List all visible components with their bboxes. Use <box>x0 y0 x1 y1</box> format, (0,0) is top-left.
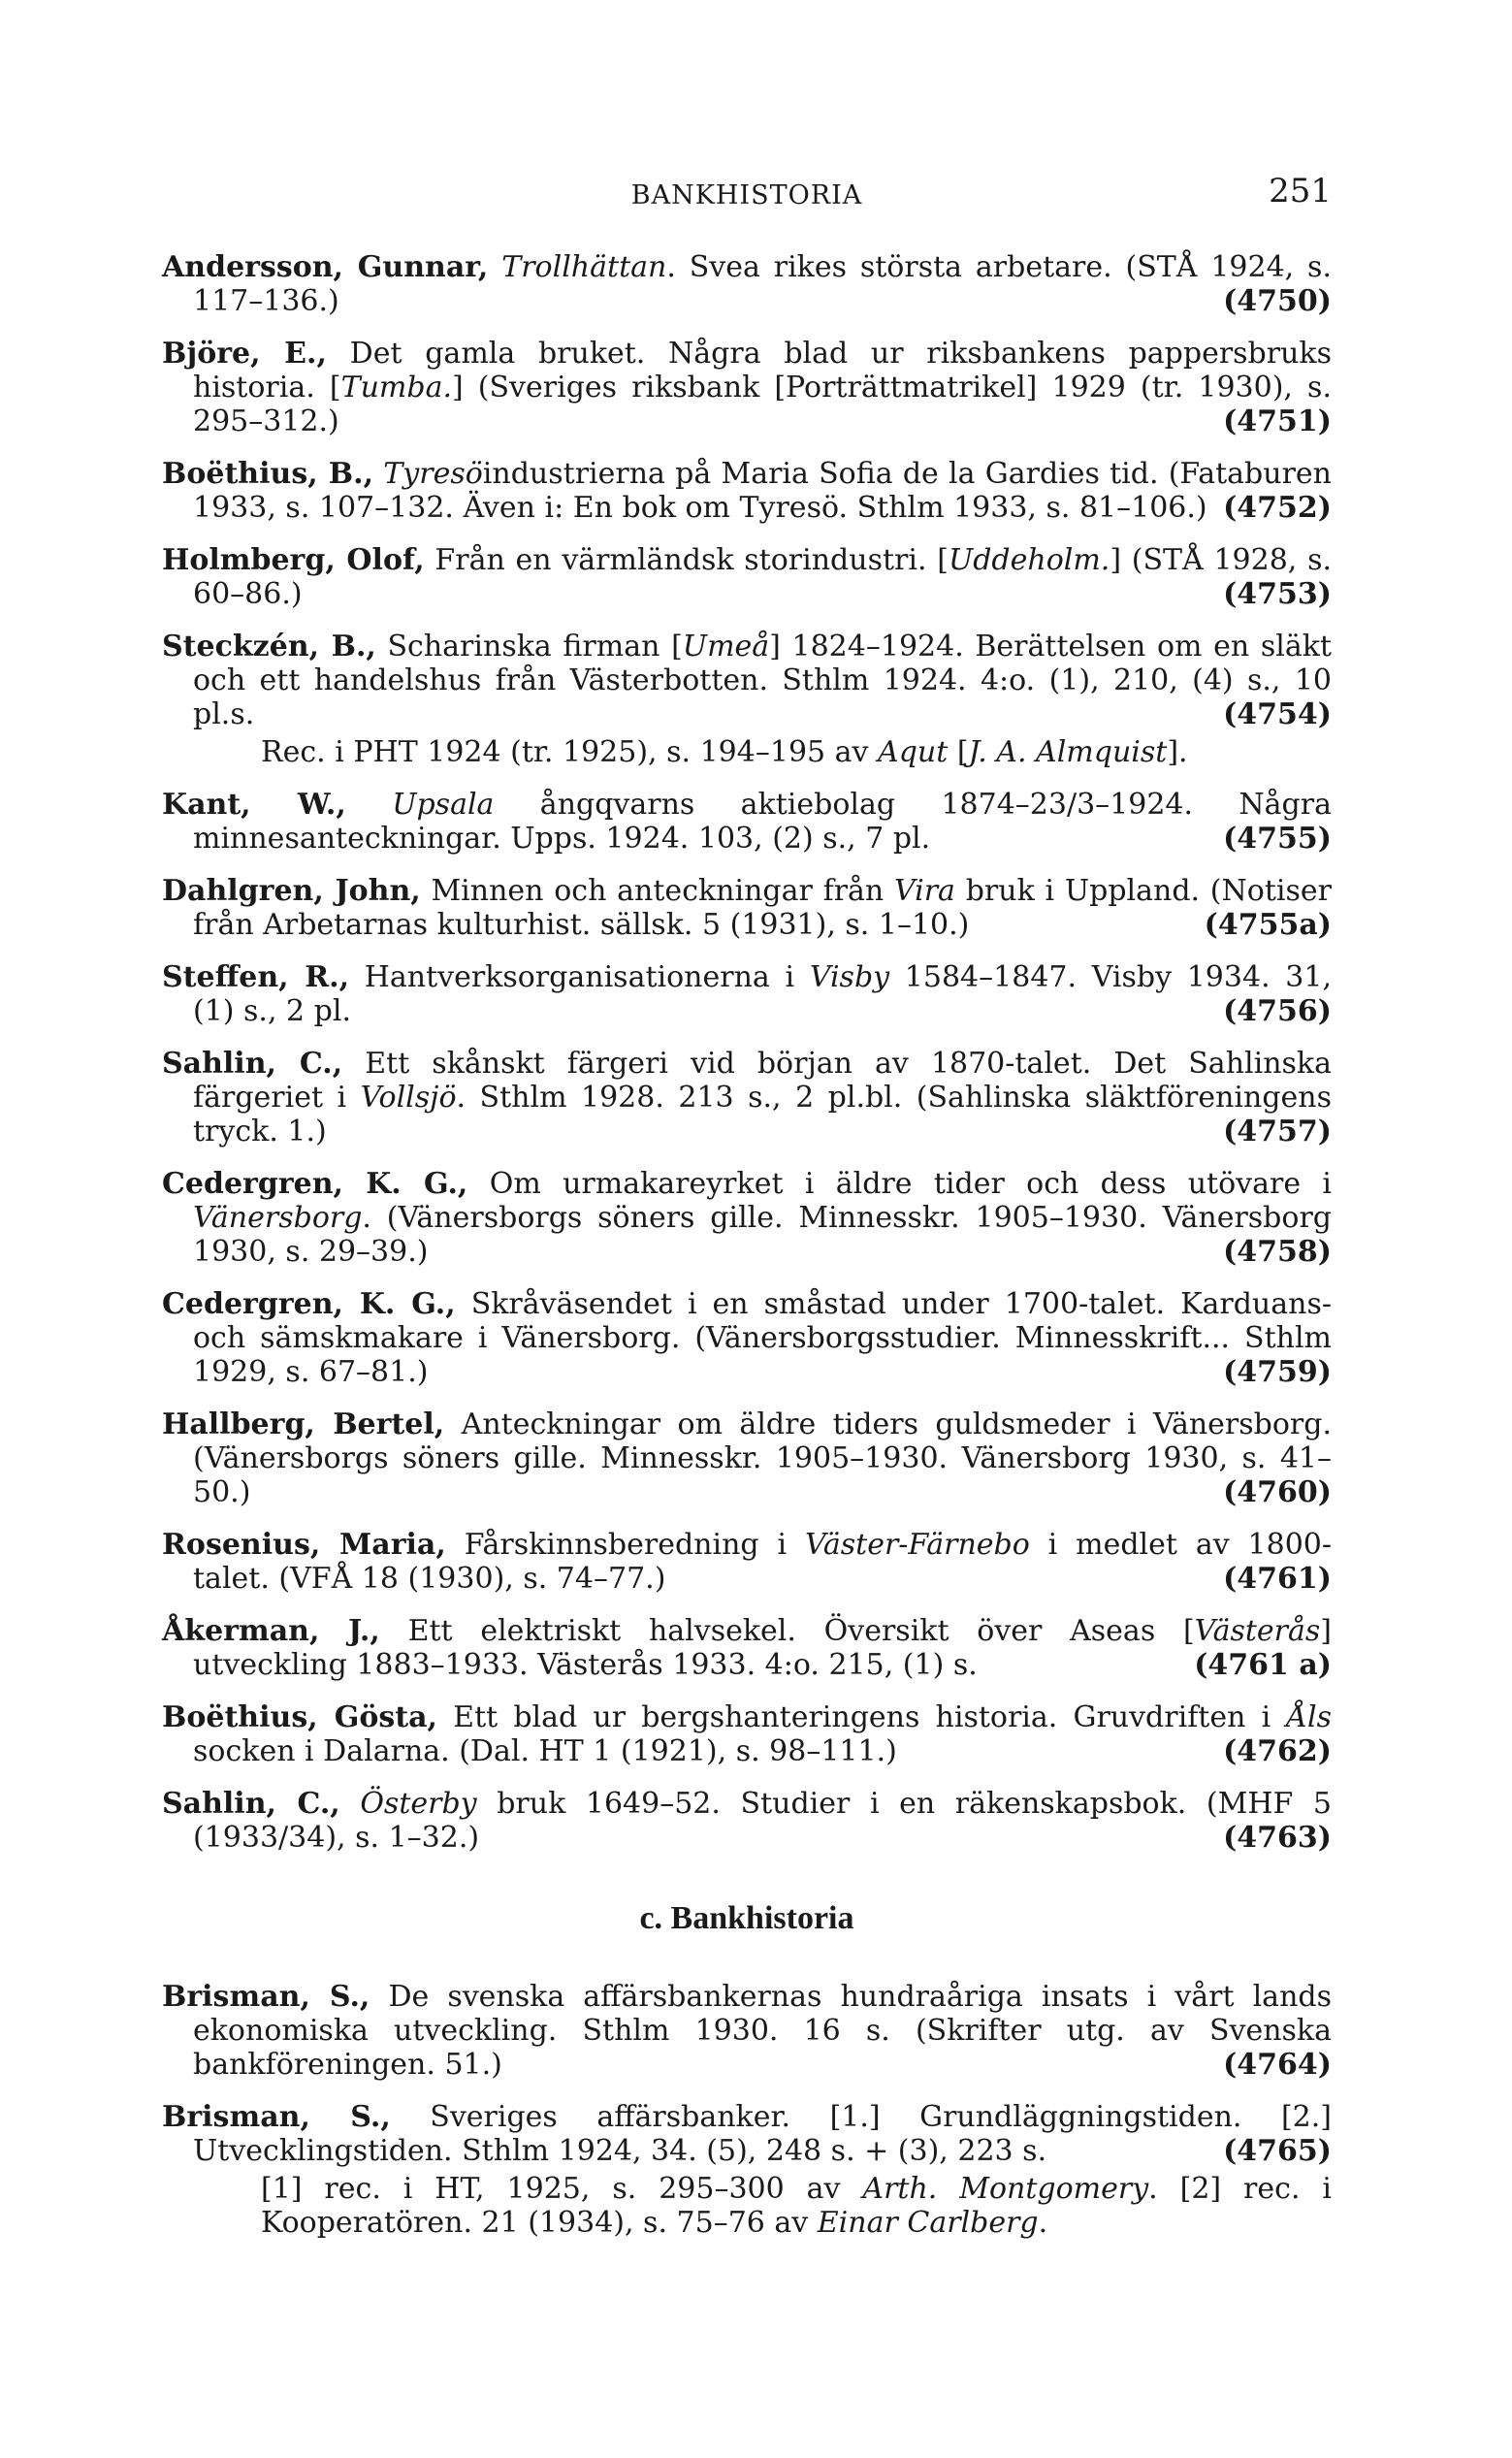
entry-author: Björe, E., <box>162 337 327 371</box>
entry-number: (4760) <box>1223 1475 1332 1509</box>
entry-text: Ett skånskt färgeri vid början av 1870-talet. Det Sahlinska färgeriet i <box>193 1047 1332 1115</box>
entry-text: Om urmakareyrket i äldre tider och dess utövare i <box>489 1167 1332 1201</box>
entry-number: (4752) <box>1223 491 1332 525</box>
entry-author: Brisman, S., <box>162 1980 370 2014</box>
italic-title-text: Åls <box>1286 1700 1333 1734</box>
bibliography-entry <box>162 1700 1332 1768</box>
entry-author: Sahlin, C., <box>162 1047 343 1081</box>
bibliography-entry <box>162 1407 1332 1509</box>
entry-text: . Sthlm 1928. 213 s., 2 pl.bl. (Sahlinska släktföreningens tryck. 1.) <box>193 1081 1332 1148</box>
bibliography-entry <box>162 1167 1332 1269</box>
entry-text: [ <box>948 735 969 769</box>
entry-number: (4759) <box>1223 1355 1332 1389</box>
entry-text: Anteckningar om äldre tiders guldsmeder i Vänersborg. (Vänersborgs söners gille. Minnesskr. 1905–1930. Vänersborg 1930, s. 41–50.) <box>193 1407 1332 1509</box>
bibliography-entry <box>162 874 1332 942</box>
bibliography-entry <box>162 337 1332 438</box>
industry-entries <box>162 250 1332 1855</box>
entry-text: Sveriges affärsbanker. [1.] Grundläggningstiden. [2.] Utvecklingstiden. Sthlm 1924, 34. (5), 248 s. + (3), 223 s. <box>193 2100 1332 2168</box>
bibliography-list <box>162 250 1332 2258</box>
entry-author: Sahlin, C., <box>162 1787 340 1821</box>
entry-text: Fårskinnsberedning i <box>464 1528 805 1562</box>
entry-text: ] 1824–1924. Berättelsen om en släkt och ett handelshus från Västerbotten. Sthlm 1924. 4:o. (1), 210, (4) s., 10 pl.s. <box>193 630 1332 731</box>
entry-text: . [2] rec. i Kooperatören. 21 (1934), s. 75–76 av <box>261 2172 1333 2240</box>
entry-number: (4761 a) <box>1194 1648 1332 1682</box>
entry-number: (4765) <box>1223 2134 1332 2168</box>
entry-text: Minnen och anteckningar från <box>431 874 894 908</box>
bibliography-entry <box>162 1614 1332 1682</box>
entry-author: Dahlgren, John, <box>162 874 421 908</box>
entry-number: (4755) <box>1223 822 1332 856</box>
entry-author: Cedergren, K. G., <box>162 1167 468 1201</box>
bibliography-entry <box>162 960 1332 1028</box>
entry-author: Boëthius, B., <box>162 457 374 491</box>
entry-number: (4762) <box>1223 1734 1332 1768</box>
italic-title-text: Tumba. <box>340 371 452 404</box>
entry-author: Steckzén, B., <box>162 630 376 663</box>
italic-title-text: Upsala <box>392 788 495 822</box>
bibliography-entry <box>162 630 1332 769</box>
bank-entries <box>162 1980 1332 2240</box>
entry-text: Från en värmländsk storindustri. [ <box>434 543 949 577</box>
bibliography-entry <box>162 250 1332 318</box>
entry-number: (4756) <box>1223 994 1332 1028</box>
bibliography-entry <box>162 1528 1332 1596</box>
entry-text: De svenska affärsbankernas hundraåriga insats i vårt lands ekonomiska utveckling. Sthlm 1930. 16 s. (Skrifter utg. av Svenska bankföreningen. 51.) <box>193 1980 1332 2082</box>
entry-number: (4757) <box>1223 1115 1332 1148</box>
entry-text: industrierna på Maria Sofia de la Gardies tid. (Fataburen 1933, s. 107–132. Även i: En bok om Tyresö. Sthlm 1933, s. 81–106.) <box>193 457 1332 525</box>
entry-text: ] (STÅ 1928, s. 60–86.) <box>193 543 1333 611</box>
italic-title-text: Tyresö <box>383 457 483 491</box>
entry-text: socken i Dalarna. (Dal. HT 1 (1921), s. 98–111.) <box>193 1734 897 1768</box>
bibliography-entry <box>162 1980 1332 2082</box>
entry-text: . Svea rikes största arbetare. (STÅ 1924, s. 117–136.) <box>193 250 1332 318</box>
entry-author: Boëthius, Gösta, <box>162 1700 437 1734</box>
section-heading: c. Bankhistoria <box>639 1900 854 1936</box>
entry-author: Rosenius, Maria, <box>162 1528 446 1562</box>
entry-text: Scharinska firman [ <box>387 630 683 663</box>
italic-title-text: J. A. Almquist <box>968 735 1168 769</box>
italic-title-text: Vollsjö <box>360 1081 457 1115</box>
entry-number: (4761) <box>1223 1562 1332 1596</box>
italic-title-text: Väster-Färnebo <box>804 1528 1030 1562</box>
entry-number: (4754) <box>1223 697 1332 731</box>
entry-author: Andersson, Gunnar, <box>162 250 489 284</box>
italic-title-text: Einar Carlberg <box>817 2206 1039 2240</box>
entry-author: Steffen, R., <box>162 960 350 994</box>
entry-number: (4764) <box>1223 2048 1332 2082</box>
bibliography-entry <box>162 543 1332 611</box>
entry-text: ångqvarns aktiebolag 1874–23/3–1924. Några minnesanteckningar. Upps. 1924. 103, (2) s., 7 pl. <box>193 788 1332 856</box>
entry-author: Holmberg, Olof, <box>162 543 425 577</box>
entry-text: Hantverksorganisationerna i <box>364 960 810 994</box>
entry-number: (4758) <box>1223 1235 1332 1269</box>
entry-text: . <box>1038 2206 1048 2240</box>
entry-text: Det gamla bruket. Några blad ur riksbankens pappersbruks historia. [ <box>193 337 1332 404</box>
entry-author: Hallberg, Bertel, <box>162 1407 445 1441</box>
bibliography-entry <box>162 1787 1332 1855</box>
entry-number: (4755a) <box>1204 908 1332 942</box>
entry-text: i medlet av 1800-talet. (VFÅ 18 (1930), s. 74–77.) <box>193 1528 1333 1596</box>
entry-review <box>193 2172 1332 2240</box>
bibliography-entry <box>162 788 1332 856</box>
entry-text: Rec. i PHT 1924 (tr. 1925), s. 194–195 av <box>261 735 879 769</box>
entry-text: ] utveckling 1883–1933. Västerås 1933. 4:o. 215, (1) s. <box>193 1614 1333 1682</box>
entry-text: [1] rec. i HT, 1925, s. 295–300 av <box>261 2172 863 2206</box>
running-head <box>162 172 1332 213</box>
page-number: 251 <box>1269 172 1332 210</box>
entry-text: bruk 1649–52. Studier i en räkenskapsbok. (MHF 5 (1933/34), s. 1–32.) <box>193 1787 1333 1855</box>
entry-author: Brisman, S., <box>162 2100 391 2134</box>
italic-title-text: Österby <box>360 1787 477 1821</box>
italic-title-text: Visby <box>809 960 890 994</box>
entry-author: Åkerman, J., <box>162 1614 380 1648</box>
entry-text: ] (Sveriges riksbank [Porträttmatrikel] 1929 (tr. 1930), s. 295–312.) <box>193 371 1332 438</box>
entry-number: (4751) <box>1223 404 1332 438</box>
book-page <box>162 0 1332 2458</box>
entry-text: Ett elektriskt halvsekel. Översikt över Aseas [ <box>407 1614 1195 1648</box>
entry-number: (4753) <box>1223 577 1332 611</box>
entry-text: ]. <box>1167 735 1188 769</box>
bibliography-entry <box>162 457 1332 525</box>
bibliography-entry <box>162 2100 1332 2240</box>
italic-title-text: Aqut <box>878 735 949 769</box>
italic-title-text: Västerås <box>1194 1614 1321 1648</box>
bibliography-entry <box>162 1047 1332 1148</box>
italic-title-text: Arth. Montgomery <box>862 2172 1149 2206</box>
entry-number: (4750) <box>1223 284 1332 318</box>
running-title: BANKHISTORIA <box>630 180 863 210</box>
entry-text: . (Vänersborgs söners gille. Minnesskr. 1905–1930. Vänersborg 1930, s. 29–39.) <box>193 1201 1332 1269</box>
entry-review <box>193 735 1332 769</box>
entry-author: Kant, W., <box>162 788 346 822</box>
italic-title-text: Umeå <box>682 630 770 663</box>
entry-text: Ett blad ur bergshanteringens historia. Gruvdriften i <box>453 1700 1287 1734</box>
entry-author: Cedergren, K. G., <box>162 1287 456 1321</box>
entry-text: bruk i Uppland. (Notiser från Arbetarnas kulturhist. sällsk. 5 (1931), s. 1–10.) <box>193 874 1332 942</box>
italic-title-text: Uddeholm. <box>948 543 1110 577</box>
entry-text: 1584–1847. Visby 1934. 31, (1) s., 2 pl. <box>193 960 1333 1028</box>
italic-title-text: Trollhättan <box>501 250 667 284</box>
italic-title-text: Vänersborg <box>193 1201 363 1235</box>
entry-text: Skråväsendet i en småstad under 1700-talet. Karduans- och sämskmakare i Vänersborg. (Vänersborgsstudier. Minnesskrift... Sthlm 1929, s. 67–81.) <box>193 1287 1332 1389</box>
bibliography-entry <box>162 1287 1332 1389</box>
italic-title-text: Vira <box>893 874 955 908</box>
entry-number: (4763) <box>1223 1821 1332 1855</box>
